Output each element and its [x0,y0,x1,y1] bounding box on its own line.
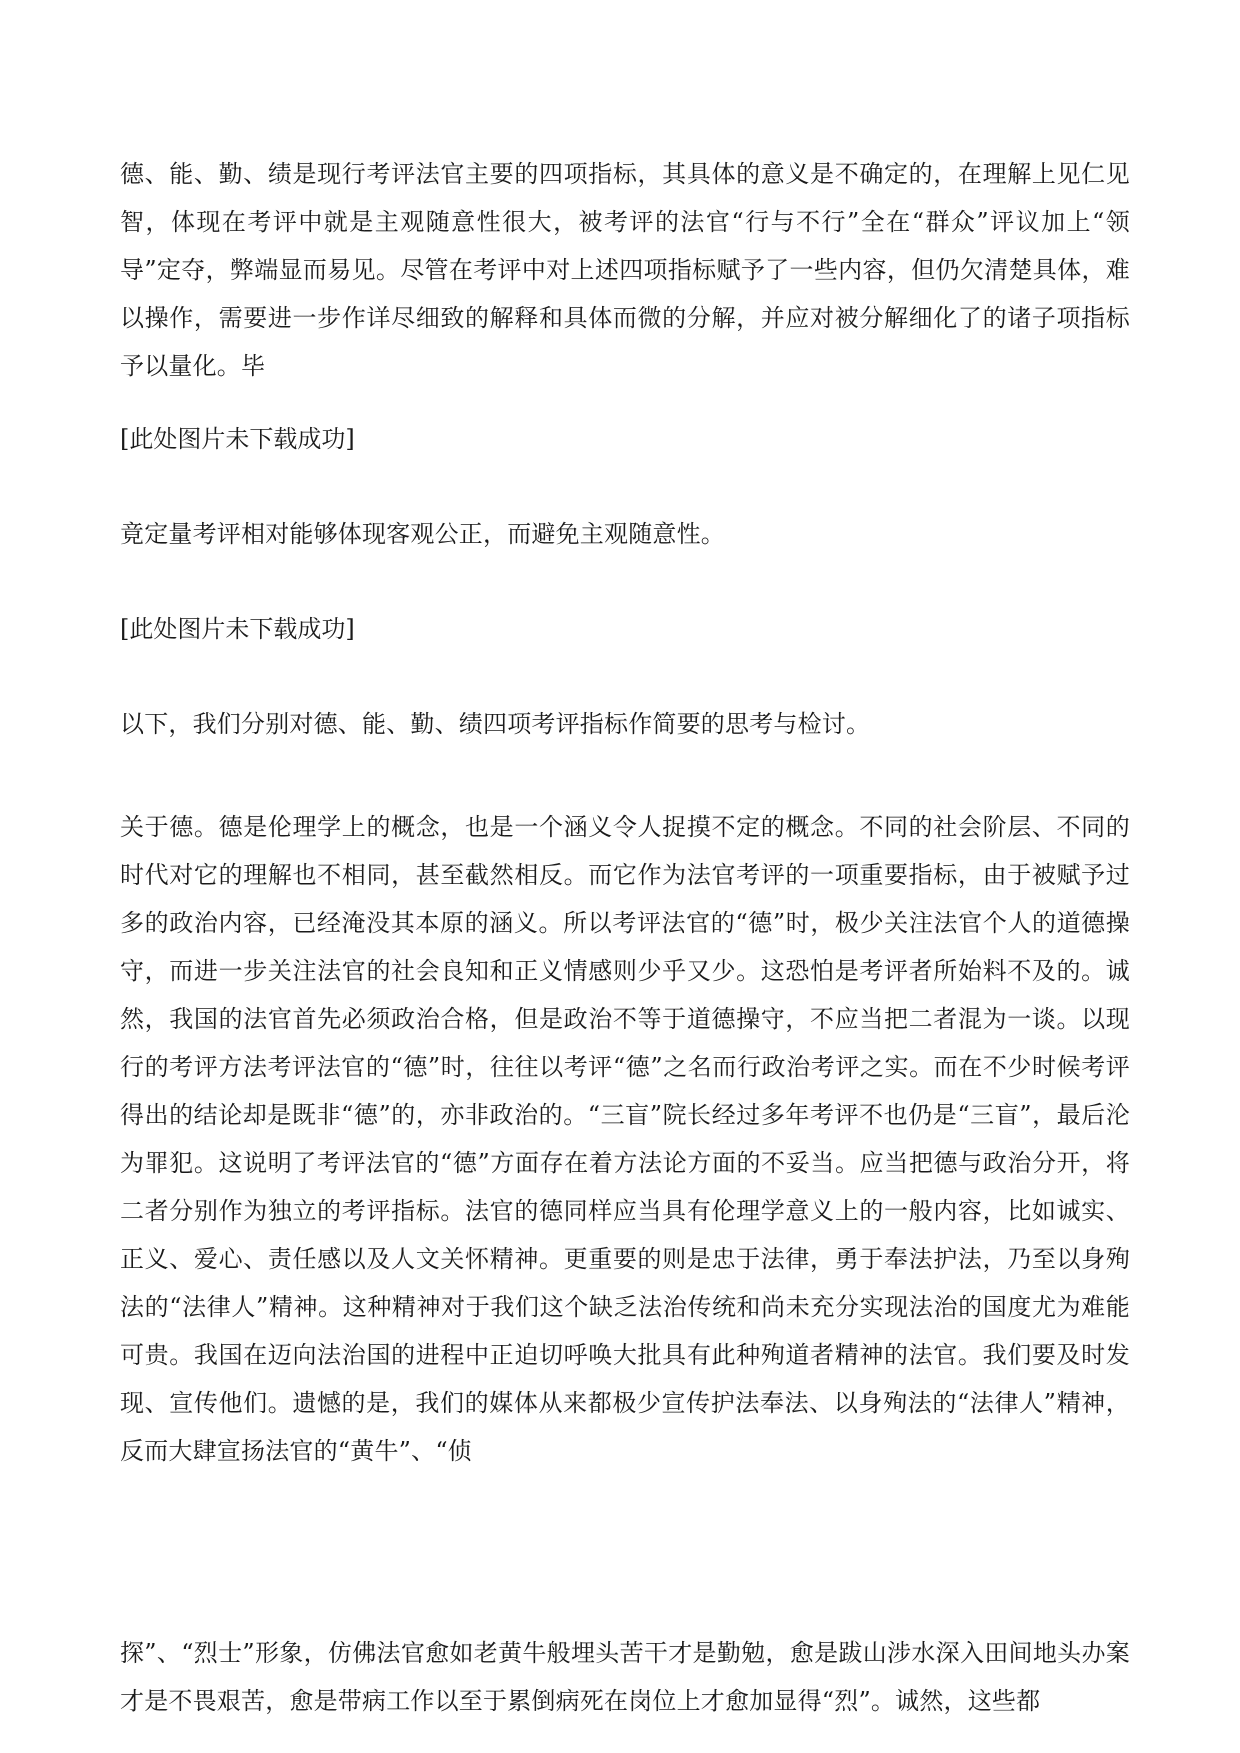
paragraph-1: 德、能、勤、绩是现行考评法官主要的四项指标，其具体的意义是不确定的，在理解上见仁见智，体现在考评中就是主观随意性很大，被考评的法官“行与不行”全在“群众”评议加上“领导”定夺，弊端显而易见。尽管在考评中对上述四项指标赋予了一些内容，但仍欠清楚具体，难以操作，需要进一步作详尽细致的解释和具体而微的分解，并应对被分解细化了的诸子项指标予以量化。毕 [120,160,1130,380]
paragraph-4: 关于德。德是伦理学上的概念，也是一个涵义令人捉摸不定的概念。不同的社会阶层、不同的时代对它的理解也不相同，甚至截然相反。而它作为法官考评的一项重要指标，由于被赋予过多的政治内容，已经淹没其本原的涵义。所以考评法官的“德”时，极少关注法官个人的道德操守，而进一步关注法官的社会良知和正义情感则少乎又少。这恐怕是考评者所始料不及的。诚然，我国的法官首先必须政治合格，但是政治不等于道德操守，不应当把二者混为一谈。以现行的考评方法考评法官的“德”时，往往以考评“德”之名而行政治考评之实。而在不少时候考评得出的结论却是既非“德”的，亦非政治的。“三盲”院长经过多年考评不也仍是“三盲”，最后沦为罪犯。这说明了考评法官的“德”方面存在着方法论方面的不妥当。应当把德与政治分开，将二者分别作为独立的考评指标。法官的德同样应当具有伦理学意义上的一般内容，比如诚实、正义、爱心、责任感以及人文关怀精神。更重要的则是忠于法律，勇于奉法护法，乃至以身殉法的“法律人”精神。这种精神对于我们这个缺乏法治传统和尚未充分实现法治的国度尤为难能可贵。我国在迈向法治国的进程中正迫切呼唤大批具有此种殉道者精神的法官。我们要及时发现、宣传他们。遗憾的是，我们的媒体从来都极少宣传护法奉法、以身殉法的“法律人”精神，反而大肆宣扬法官的“黄牛”、“侦 [120,813,1130,1465]
paragraph-2: 竟定量考评相对能够体现客观公正，而避免主观随意性。 [120,520,725,548]
paragraph-3: 以下，我们分别对德、能、勤、绩四项考评指标作简要的思考与检讨。 [120,710,871,738]
image-placeholder-1: [此处图片未下载成功] [120,425,355,453]
image-placeholder-2: [此处图片未下载成功] [120,615,355,643]
paragraph-5: 探”、“烈士”形象，仿佛法官愈如老黄牛般埋头苦干才是勤勉，愈是跋山涉水深入田间地头办案才是不畏艰苦，愈是带病工作以至于累倒病死在岗位上才愈加显得“烈”。诚然，这些都 [120,1639,1130,1715]
